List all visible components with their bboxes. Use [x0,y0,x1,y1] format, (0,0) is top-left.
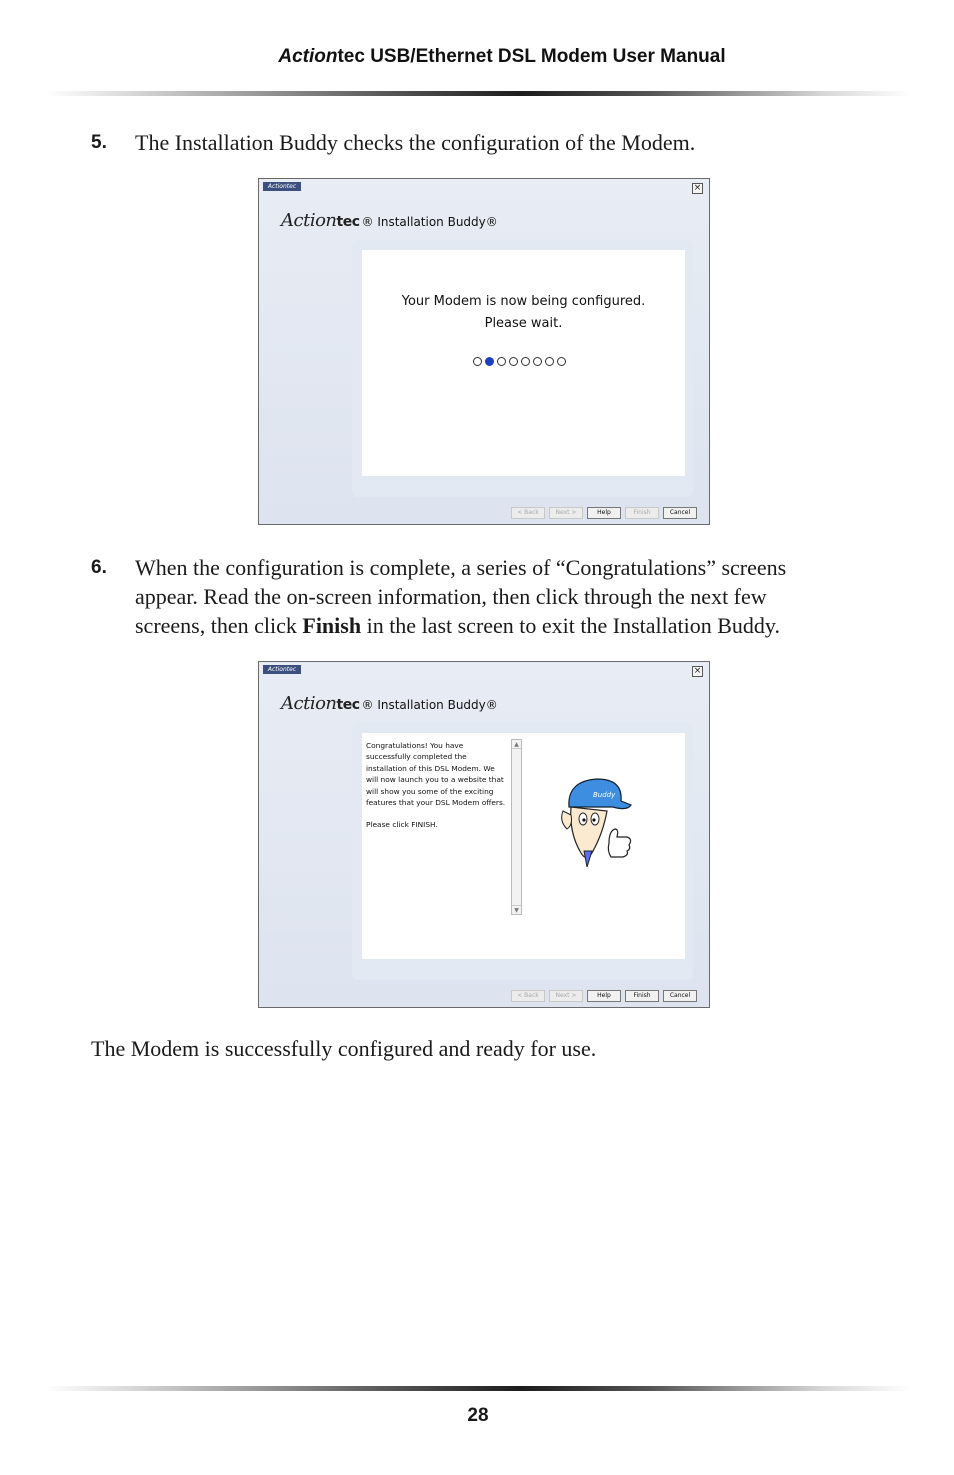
content-frame [352,240,693,497]
next-button: Next > [549,507,583,519]
buddy-mascot-icon [557,771,637,867]
progress-indicator [473,357,566,366]
dialog-button-row [511,507,697,519]
header-title-rest: tec USB/Ethernet DSL Modem User Manual [337,46,726,67]
progress-dot [509,357,518,366]
page-number: 28 [467,1405,489,1426]
scroll-down-icon[interactable]: ▼ [512,905,521,914]
step-text: The Installation Buddy checks the configuration of the Modem. [135,130,696,155]
scroll-up-icon[interactable]: ▲ [512,740,521,749]
close-icon[interactable]: × [693,666,702,676]
closing-sentence: The Modem is successfully configured and ready for use. [91,1036,597,1061]
progress-dot [473,357,482,366]
congratulations-textbox[interactable] [366,740,524,916]
congratulations-dialog-screenshot [258,661,710,1008]
content-panel [362,250,685,476]
title-bar-logo: Actiontec [263,665,301,674]
running-header [0,46,954,68]
help-button[interactable]: Help [587,507,621,519]
back-button: < Back [511,507,545,519]
cancel-button[interactable]: Cancel [663,990,697,1002]
step-number: 5. [91,132,107,153]
finish-prompt: Please click FINISH. [366,820,438,830]
svg-text:Buddy: Buddy [593,791,616,799]
progress-dot [545,357,554,366]
actiontec-logo: Actiontec [281,210,360,231]
status-line-1: Your Modem is now being configured. [401,294,646,309]
back-button: < Back [511,990,545,1002]
finish-button: Finish [625,507,659,519]
content-panel [362,733,685,959]
product-name: ® Installation Buddy® [361,698,498,712]
progress-dot [533,357,542,366]
step-text: When the configuration is complete, a series of “Congratulations” screens appear. Read the on-screen information, then click through the next few screens, then click Finish in the last screen to exit the Installation Buddy. [135,555,787,638]
dialog-brand [281,688,498,714]
finish-button[interactable]: Finish [625,990,659,1002]
status-line-2: Please wait. [484,316,563,331]
product-name: ® Installation Buddy® [361,215,498,229]
step-6 [91,553,831,640]
step-number: 6. [91,557,107,578]
dialog-button-row [511,990,697,1002]
configuring-dialog-screenshot [258,178,710,525]
progress-dot [521,357,530,366]
help-button[interactable]: Help [587,990,621,1002]
textbox-scrollbar[interactable] [511,739,522,915]
content-frame [352,723,693,980]
congratulations-message: Congratulations! You have successfully completed the installation of this DSL Modem. We will now launch you to a website that will show you some of the exciting features that your DSL Modem offers. [366,741,506,808]
finish-emphasis: Finish [302,613,362,638]
title-bar-logo: Actiontec [263,182,301,191]
step-5 [91,128,831,157]
dialog-brand [281,205,498,231]
close-icon[interactable]: × [693,183,702,193]
next-button: Next > [549,990,583,1002]
actiontec-logo: Actiontec [281,693,360,714]
progress-dot [497,357,506,366]
header-brand-italic: Action [278,46,338,67]
header-rule [45,91,911,96]
cancel-button[interactable]: Cancel [663,507,697,519]
progress-dot [485,357,494,366]
progress-dot [557,357,566,366]
footer-rule [45,1386,911,1391]
